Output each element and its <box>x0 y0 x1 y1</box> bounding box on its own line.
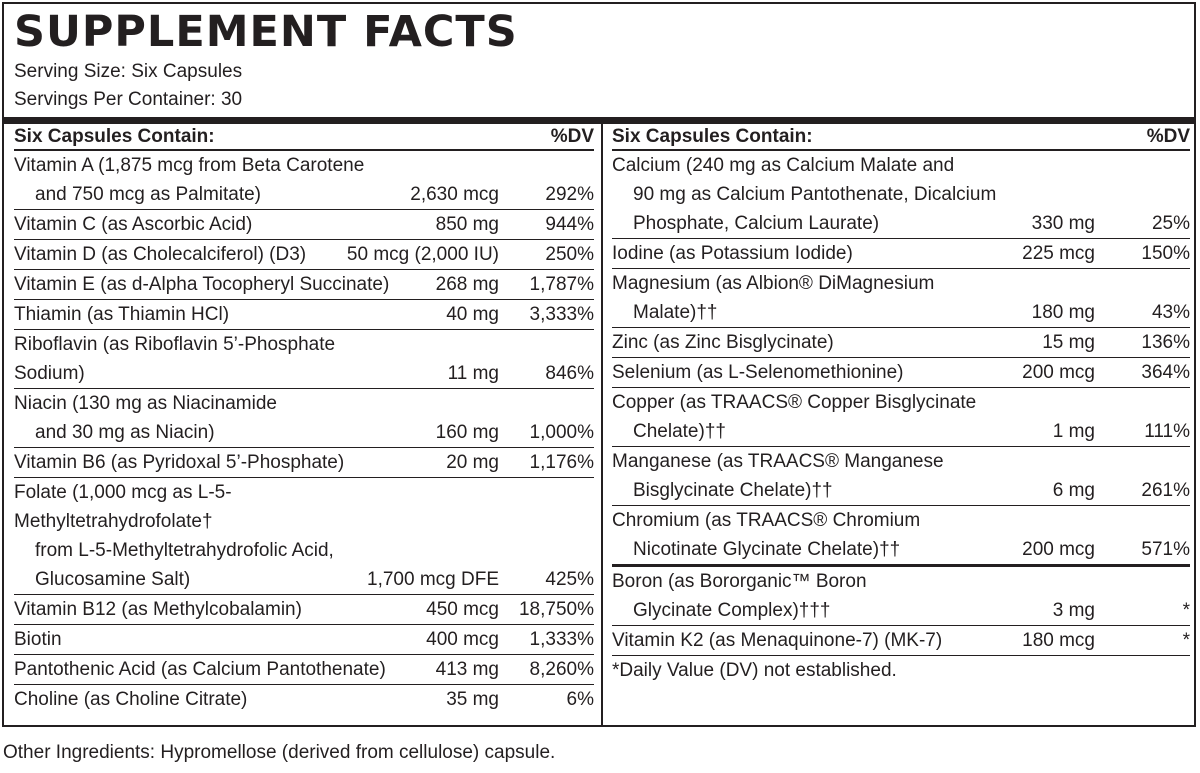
right-nutrient-list <box>612 151 1190 656</box>
nutrient-row <box>612 506 1190 567</box>
nutrient-dv: 1,787% <box>529 274 594 295</box>
nutrient-name <box>612 151 1190 238</box>
nutrient-name-line: Iodine (as Potassium Iodide) <box>612 243 853 264</box>
right-column <box>612 124 1190 686</box>
nutrient-name <box>14 685 594 714</box>
nutrient-name <box>612 447 1190 505</box>
nutrient-name-line: Vitamin E (as d-Alpha Tocopheryl Succinate) <box>14 274 390 295</box>
nutrient-amount: 200 mcg <box>1022 362 1095 383</box>
nutrient-name-line: Boron (as Bororganic™ Boron <box>612 571 867 592</box>
nutrient-amount: 330 mg <box>1031 213 1095 234</box>
right-dv-header: %DV <box>1146 125 1190 147</box>
nutrient-dv: * <box>1182 630 1190 651</box>
nutrient-amount: 15 mg <box>1042 332 1095 353</box>
nutrient-amount: 200 mcg <box>1022 539 1095 560</box>
left-column <box>14 124 594 714</box>
nutrient-row <box>14 685 594 714</box>
nutrient-name <box>14 625 594 654</box>
nutrient-name <box>14 210 594 239</box>
nutrient-name <box>612 328 1190 357</box>
nutrient-row <box>612 358 1190 388</box>
nutrient-name-line: Niacin (130 mg as Niacinamide <box>14 393 277 414</box>
nutrient-dv: 6% <box>566 689 594 710</box>
nutrient-dv: 261% <box>1141 480 1190 501</box>
nutrient-dv: 43% <box>1151 302 1190 323</box>
nutrient-name-line: from L-5-Methyltetrahydrofolic Acid, <box>35 540 334 561</box>
nutrient-amount: 40 mg <box>446 304 499 325</box>
nutrient-name-line: Copper (as TRAACS® Copper Bisglycinate <box>612 392 977 413</box>
nutrient-amount: 50 mcg (2,000 IU) <box>346 244 499 265</box>
nutrient-name <box>612 506 1190 564</box>
column-divider <box>601 124 603 725</box>
nutrient-row <box>14 270 594 300</box>
nutrient-name-line: Riboflavin (as Riboflavin 5’-Phosphate Sodium) <box>14 334 336 384</box>
nutrient-dv: 111% <box>1144 421 1190 442</box>
nutrient-row <box>612 151 1190 239</box>
nutrient-dv: 1,000% <box>529 422 594 443</box>
nutrient-row <box>14 151 594 210</box>
nutrient-name <box>14 478 594 594</box>
nutrient-dv: 944% <box>545 214 594 235</box>
nutrient-row <box>14 300 594 330</box>
panel-title: SUPPLEMENT FACTS <box>14 7 518 57</box>
nutrient-row <box>612 269 1190 328</box>
nutrient-name <box>14 655 594 684</box>
nutrient-name-line: Folate (1,000 mcg as L-5-Methyltetrahydrofolate† <box>14 482 232 532</box>
nutrient-row <box>14 625 594 655</box>
nutrient-name-line: Thiamin (as Thiamin HCl) <box>14 304 230 325</box>
nutrient-name-line: 90 mg as Calcium Pantothenate, Dicalcium <box>633 184 997 205</box>
nutrient-dv: * <box>1182 600 1190 621</box>
nutrient-amount: 2,630 mcg <box>410 184 499 205</box>
nutrient-amount: 20 mg <box>446 452 499 473</box>
nutrient-row <box>612 328 1190 358</box>
nutrient-name-line: Selenium (as L-Selenomethionine) <box>612 362 904 383</box>
nutrient-name-line: Vitamin D (as Cholecalciferol) (D3) <box>14 244 307 265</box>
nutrient-name <box>14 389 594 447</box>
left-header-label: Six Capsules Contain: <box>14 125 215 147</box>
nutrient-name-line: Magnesium (as Albion® DiMagnesium <box>612 273 935 294</box>
nutrient-name <box>612 358 1190 387</box>
nutrient-name-line: Glucosamine Salt) <box>35 569 191 590</box>
nutrient-name <box>14 270 594 299</box>
nutrient-name <box>612 388 1190 446</box>
nutrient-dv: 846% <box>545 363 594 384</box>
nutrient-name-line: Vitamin K2 (as Menaquinone-7) (MK-7) <box>612 630 943 651</box>
nutrient-name-line: Manganese (as TRAACS® Manganese <box>612 451 944 472</box>
nutrient-dv: 1,176% <box>529 452 594 473</box>
nutrient-name-line: Phosphate, Calcium Laurate) <box>633 213 880 234</box>
dv-footnote: *Daily Value (DV) not established. <box>612 660 897 681</box>
nutrient-row <box>14 389 594 448</box>
nutrient-amount: 450 mcg <box>426 599 499 620</box>
left-nutrient-list <box>14 151 594 714</box>
nutrient-amount: 11 mg <box>447 363 499 384</box>
nutrient-row <box>14 655 594 685</box>
nutrient-name <box>14 330 594 388</box>
nutrient-row <box>612 388 1190 447</box>
right-header-label: Six Capsules Contain: <box>612 125 813 147</box>
header-rule <box>4 117 1194 124</box>
nutrient-name <box>14 300 594 329</box>
right-column-header <box>612 124 1190 151</box>
nutrient-dv: 1,333% <box>529 629 594 650</box>
nutrient-dv: 3,333% <box>529 304 594 325</box>
other-ingredients: Other Ingredients: Hypromellose (derived from cellulose) capsule. <box>3 742 556 763</box>
nutrient-name <box>14 448 594 477</box>
nutrient-row <box>612 239 1190 269</box>
nutrient-amount: 268 mg <box>435 274 499 295</box>
nutrient-name-line: Chelate)†† <box>633 421 726 442</box>
left-column-header <box>14 124 594 151</box>
nutrient-amount: 160 mg <box>435 422 499 443</box>
nutrient-dv: 292% <box>545 184 594 205</box>
nutrient-amount: 413 mg <box>435 659 499 680</box>
nutrient-name <box>612 626 1190 655</box>
nutrient-row <box>612 567 1190 626</box>
serving-size: Serving Size: Six Capsules <box>14 61 243 82</box>
nutrient-amount: 6 mg <box>1052 480 1095 501</box>
nutrient-name-line: and 750 mcg as Palmitate) <box>35 184 262 205</box>
nutrient-amount: 35 mg <box>446 689 499 710</box>
nutrient-name-line: Biotin <box>14 629 62 650</box>
nutrient-dv: 8,260% <box>529 659 594 680</box>
nutrient-name-line: Chromium (as TRAACS® Chromium <box>612 510 921 531</box>
nutrient-name <box>612 269 1190 327</box>
nutrient-name-line: Choline (as Choline Citrate) <box>14 689 248 710</box>
nutrient-name <box>14 595 594 624</box>
nutrient-row <box>14 240 594 270</box>
nutrient-amount: 180 mg <box>1031 302 1095 323</box>
nutrient-dv: 25% <box>1151 213 1190 234</box>
nutrient-amount: 3 mg <box>1052 600 1095 621</box>
nutrient-name-line: Zinc (as Zinc Bisglycinate) <box>612 332 834 353</box>
nutrient-amount: 180 mcg <box>1022 630 1095 651</box>
nutrient-name-line: Bisglycinate Chelate)†† <box>633 480 833 501</box>
nutrient-name-line: Vitamin B6 (as Pyridoxal 5’-Phosphate) <box>14 452 345 473</box>
nutrient-name <box>14 151 594 209</box>
nutrient-amount: 850 mg <box>435 214 499 235</box>
left-dv-header: %DV <box>550 125 594 147</box>
nutrient-row <box>14 595 594 625</box>
nutrient-amount: 400 mcg <box>426 629 499 650</box>
nutrient-name-line: Pantothenic Acid (as Calcium Pantothenate) <box>14 659 386 680</box>
servings-per-container: Servings Per Container: 30 <box>14 89 243 110</box>
nutrient-name-line: Vitamin C (as Ascorbic Acid) <box>14 214 253 235</box>
nutrient-row <box>14 448 594 478</box>
nutrient-dv: 250% <box>545 244 594 265</box>
nutrient-dv: 571% <box>1141 539 1190 560</box>
nutrient-row <box>612 626 1190 656</box>
nutrient-name-line: Malate)†† <box>633 302 718 323</box>
nutrient-name-line: and 30 mg as Niacin) <box>35 422 215 443</box>
nutrient-name <box>14 240 594 269</box>
nutrient-name-line: Glycinate Complex)††† <box>633 600 831 621</box>
nutrient-dv: 150% <box>1141 243 1190 264</box>
nutrient-dv: 18,750% <box>518 599 594 620</box>
nutrient-row <box>612 447 1190 506</box>
nutrient-name-line: Vitamin B12 (as Methylcobalamin) <box>14 599 302 620</box>
nutrient-amount: 1 mg <box>1052 421 1095 442</box>
nutrient-name <box>612 567 1190 625</box>
nutrient-row <box>14 478 594 595</box>
nutrient-amount: 1,700 mcg DFE <box>367 569 499 590</box>
nutrient-name-line: Calcium (240 mg as Calcium Malate and <box>612 155 955 176</box>
nutrient-row <box>14 210 594 240</box>
nutrient-dv: 136% <box>1141 332 1190 353</box>
nutrient-name-line: Vitamin A (1,875 mcg from Beta Carotene <box>14 155 365 176</box>
nutrient-name <box>612 239 1190 268</box>
nutrient-dv: 364% <box>1141 362 1190 383</box>
nutrient-row <box>14 330 594 389</box>
nutrient-name-line: Nicotinate Glycinate Chelate)†† <box>633 539 901 560</box>
supplement-facts-panel <box>2 2 1196 727</box>
nutrient-dv: 425% <box>545 569 594 590</box>
nutrient-amount: 225 mcg <box>1022 243 1095 264</box>
